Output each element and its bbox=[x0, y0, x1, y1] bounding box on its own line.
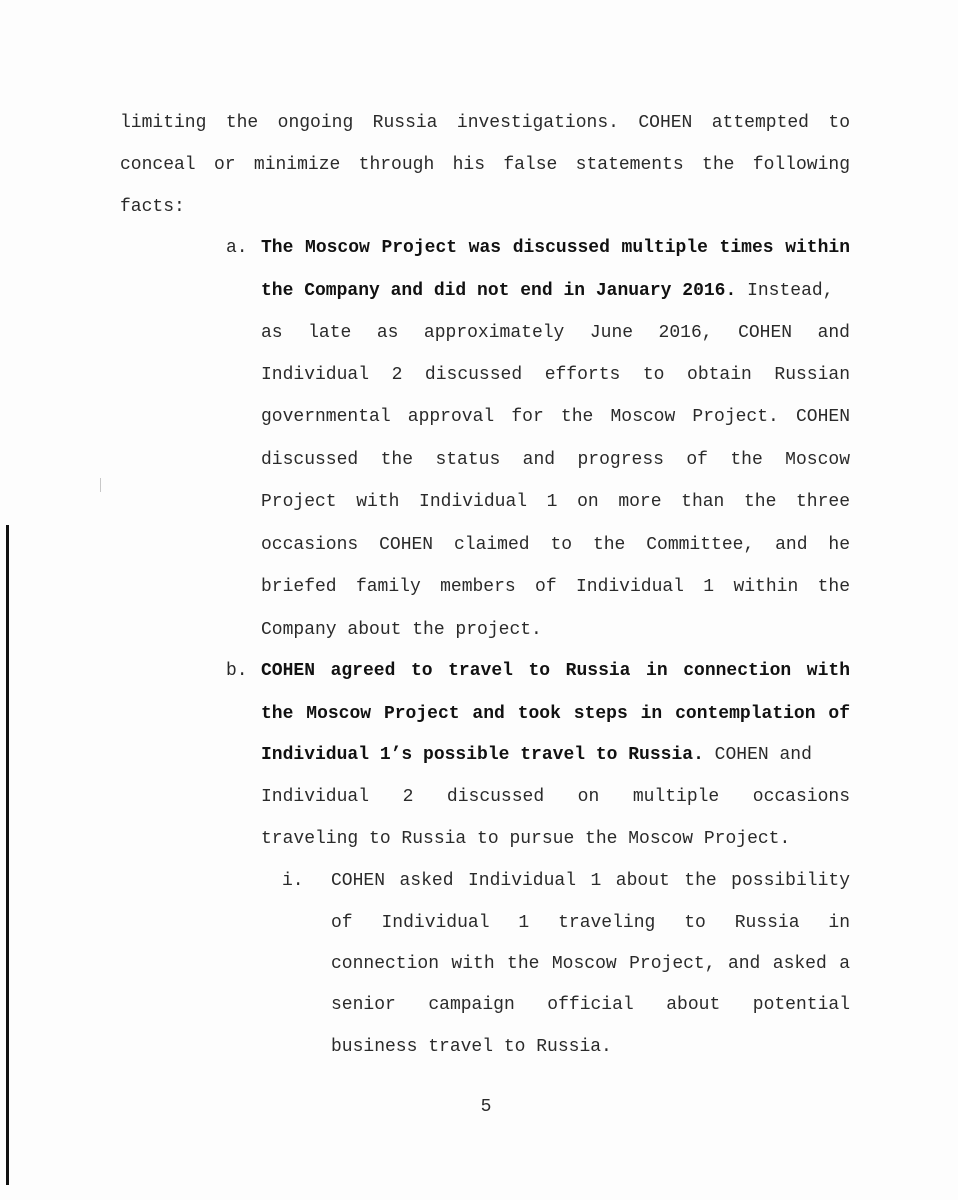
item-b-i-line-1: COHEN asked Individual 1 about the possibility bbox=[331, 871, 850, 891]
item-a-label: a. bbox=[226, 238, 248, 258]
item-b-heading-bold: Individual 1’s possible travel to Russia. bbox=[261, 745, 704, 765]
item-b-heading-line-2: the Moscow Project and took steps in contemplation of bbox=[261, 704, 850, 724]
item-b-i-line-2: of Individual 1 traveling to Russia in bbox=[331, 913, 850, 933]
scan-artifact bbox=[100, 478, 101, 492]
item-a-line-3: governmental approval for the Moscow Project. COHEN bbox=[261, 407, 850, 427]
intro-line-3: facts: bbox=[120, 197, 185, 217]
item-a-line-6: occasions COHEN claimed to the Committee, and he bbox=[261, 535, 850, 555]
item-b-heading-line-1: COHEN agreed to travel to Russia in connection with bbox=[261, 661, 850, 681]
item-b-i-line-3: connection with the Moscow Project, and asked a bbox=[331, 954, 850, 974]
item-b-label: b. bbox=[226, 661, 248, 681]
item-b-line-2: traveling to Russia to pursue the Moscow Project. bbox=[261, 829, 791, 849]
page-number: 5 bbox=[480, 1097, 492, 1117]
item-a-heading-bold: the Company and did not end in January 2016. bbox=[261, 281, 737, 301]
item-b-line-1: Individual 2 discussed on multiple occasions bbox=[261, 787, 850, 807]
item-a-line-4: discussed the status and progress of the Moscow bbox=[261, 450, 850, 470]
item-b-heading-line-3 bbox=[261, 744, 812, 766]
item-a-line-2: Individual 2 discussed efforts to obtain Russian bbox=[261, 365, 850, 385]
scan-edge-shadow bbox=[6, 525, 9, 1185]
item-a-heading-line-1: The Moscow Project was discussed multiple times within bbox=[261, 238, 850, 258]
intro-line-1: limiting the ongoing Russia investigations. COHEN attempted to bbox=[120, 113, 850, 133]
item-a-line-1: as late as approximately June 2016, COHEN and bbox=[261, 323, 850, 343]
intro-line-2: conceal or minimize through his false statements the following bbox=[120, 155, 850, 175]
item-b-i-label: i. bbox=[282, 871, 304, 891]
item-b-i-line-5: business travel to Russia. bbox=[331, 1037, 612, 1057]
item-a-line-5: Project with Individual 1 on more than the three bbox=[261, 492, 850, 512]
item-a-heading-rest: Instead, bbox=[736, 281, 834, 301]
item-a-line-8: Company about the project. bbox=[261, 620, 542, 640]
item-b-i-line-4: senior campaign official about potential bbox=[331, 995, 850, 1015]
item-b-heading-rest: COHEN and bbox=[703, 745, 812, 765]
item-a-heading-line-2 bbox=[261, 280, 834, 302]
item-a-line-7: briefed family members of Individual 1 within the bbox=[261, 577, 850, 597]
